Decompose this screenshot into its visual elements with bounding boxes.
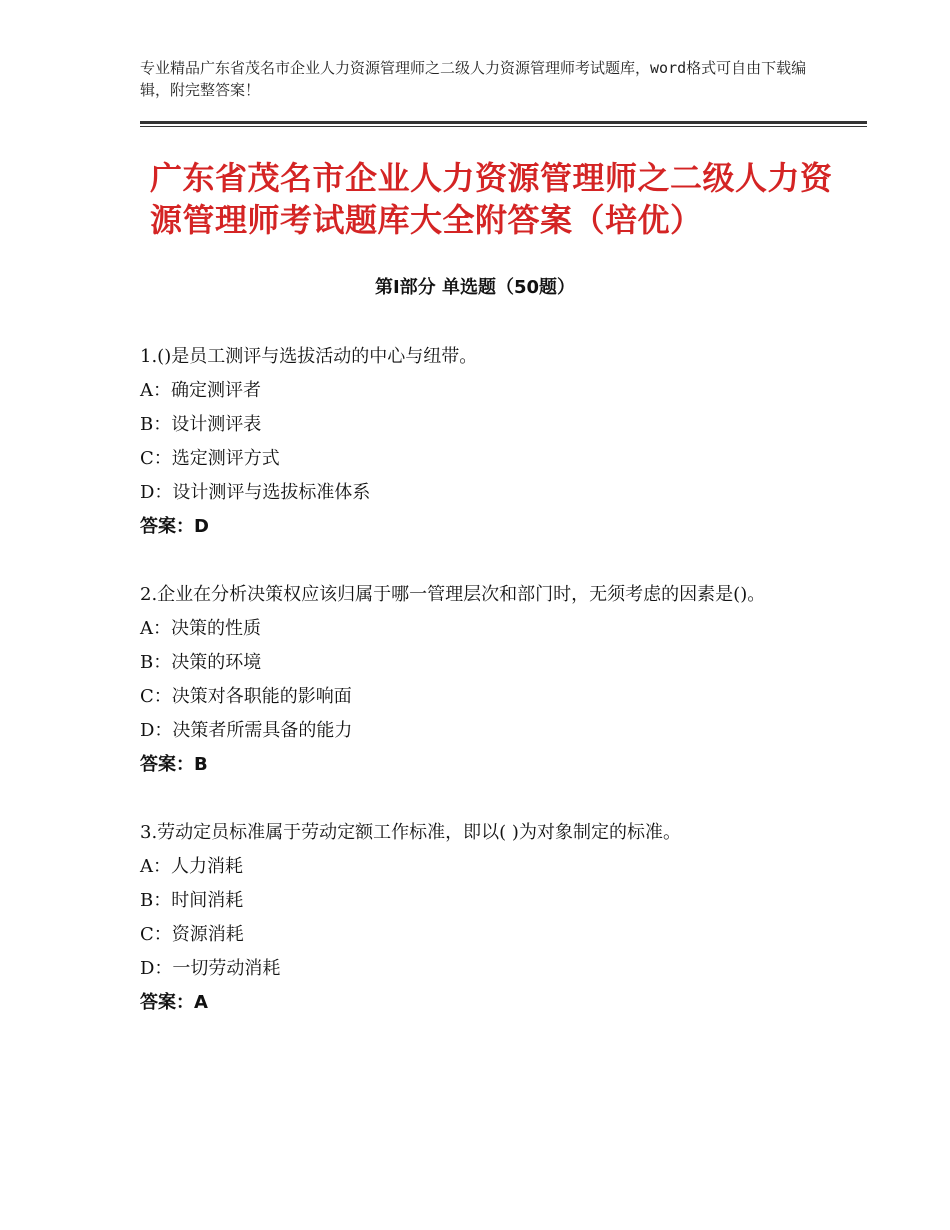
question-3: [140, 816, 840, 1020]
option-d: D：一切劳动消耗: [140, 958, 281, 979]
option-a: A：决策的性质: [140, 618, 261, 639]
question-stem: 3.劳动定员标准属于劳动定额工作标准，即以( )为对象制定的标准。: [140, 822, 681, 843]
answer: 答案：A: [140, 992, 208, 1013]
header-rule-thick: [140, 121, 867, 124]
answer: 答案：D: [140, 516, 209, 537]
option-b: B：设计测评表: [140, 414, 262, 435]
section-title: 第Ⅰ部分 单选题（50题）: [374, 277, 575, 298]
option-c: C：资源消耗: [140, 924, 244, 945]
option-a: A：人力消耗: [140, 856, 243, 877]
document-title: 广东省茂名市企业人力资源管理师之二级人力资源管理师考试题库大全附答案（培优）: [150, 159, 833, 239]
header-note: 专业精品广东省茂名市企业人力资源管理师之二级人力资源管理师考试题库，word格式可自由下载编辑，附完整答案！: [140, 59, 807, 99]
option-b: B：决策的环境: [140, 652, 262, 673]
question-1: [140, 340, 840, 544]
question-list: [140, 340, 840, 1054]
question-stem: 2.企业在分析决策权应该归属于哪一管理层次和部门时，无须考虑的因素是()。: [140, 584, 766, 605]
question-2: [140, 578, 840, 782]
option-c: C：决策对各职能的影响面: [140, 686, 352, 707]
option-d: D：设计测评与选拔标准体系: [140, 482, 371, 503]
header-rule-thin: [140, 126, 867, 127]
option-b: B：时间消耗: [140, 890, 244, 911]
answer: 答案：B: [140, 754, 208, 775]
option-c: C：选定测评方式: [140, 448, 280, 469]
question-stem: 1.()是员工测评与选拔活动的中心与纽带。: [140, 346, 478, 367]
option-d: D：决策者所需具备的能力: [140, 720, 353, 741]
option-a: A：确定测评者: [140, 380, 261, 401]
